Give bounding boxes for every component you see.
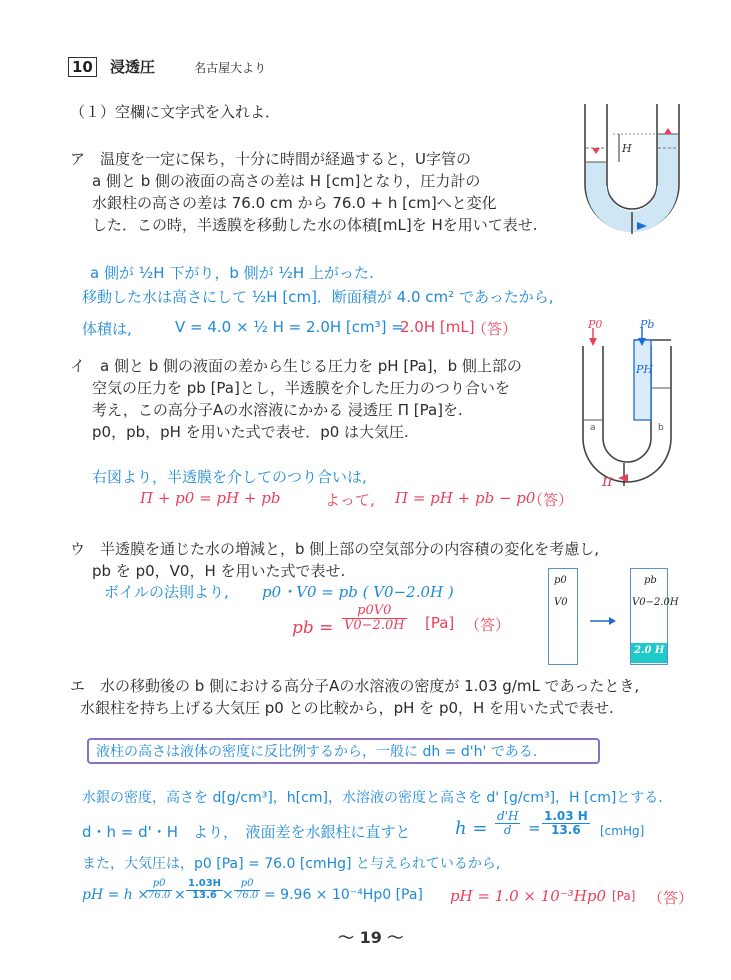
part-b-therefore: よって, [325,491,375,509]
part-d-equals: = [528,819,541,837]
part-d-answer1: 水銀の密度，高さを d[g/cm³]，h[cm]，水溶液の密度と高さを d' [g/cm³]，H [cm]とする. [82,790,663,806]
note-text: 液柱の高さは液体の密度に反比例するから，一般に dh = d'h' である. [96,744,538,760]
part-c-answer-mark: （答） [465,616,511,634]
part-b-line3: 考え，この高分子Aの水溶液にかかる 浸透圧 Π [Pa]を. [92,401,463,419]
part-b-line1: イ a 側と b 側の液面の差から生じる圧力を pH [Pa]，b 側上部の [70,357,522,375]
part-d-line2: 水銀柱を持ち上げる大気圧 p0 との比較から，pH を p0，H を用いた式で表せ. [80,699,614,717]
part-a-line4: した．この時，半透膜を移動した水の体積[mL]を Hを用いて表せ. [92,216,538,234]
figure2-p0-label: P0 [588,318,603,331]
part-c-numerator: p0V0 [342,604,407,619]
figure2-pb-label: Pb [640,318,655,331]
figure2-pi-label: π [602,471,613,490]
part-d-frac4-num: 1.03H [188,878,222,889]
part-d-answer2: d・h = d'・H より， 液面差を水銀柱に直すと [82,823,411,841]
volume-box-after-pb: pb [644,575,657,586]
part-d-times-2: × [222,887,234,903]
part-d-frac4 [186,879,223,901]
part-c-line2: pb を p0，V0，H を用いた式で表せ. [92,562,346,580]
volume-box-after-volume: V0−2.0H [632,597,679,608]
part-d-frac2-den: 13.6 [551,822,581,837]
part-c-answer1: ボイルの法則より, [104,583,229,601]
part-a-answer1: a 側が ½H 下がり，b 側が ½H 上がった. [90,264,374,282]
part-c-equation1: p0・V0 = pb ( V0−2.0H ) [262,583,454,601]
part-d-result: = 9.96 × 10⁻⁴Hp0 [Pa] [264,887,423,903]
part-d-frac3-den: 76.0 [148,889,171,901]
part-d-frac3 [146,879,172,901]
figure2-b-label: b [658,423,664,433]
part-b-line2: 空気の圧力を pb [Pa]とし，半透膜を介した圧力のつり合いを [92,379,510,397]
volume-box-after-fill-label: 2.0 H [634,645,665,656]
part-d-frac1-den: d [503,822,512,837]
part-a-line1: ア 温度を一定に保ち，十分に時間が経過すると，U字管の [70,150,471,168]
problem-number: 10 [68,57,97,77]
part-a-line2: a 側と b 側の液面の高さの差は H [cm]となり，圧力計の [92,172,481,190]
part-b-answer1: 右図より，半透膜を介してのつり合いは, [92,468,367,486]
figure1-h-label: H [622,142,632,155]
part-a-answer-mark: （答） [472,320,518,338]
part-d-fraction-2 [542,810,590,836]
part-d-final-unit: [Pa] [612,889,636,903]
part-d-line1: エ 水の移動後の b 側における高分子Aの水溶液の密度が 1.03 g/mL であったとき, [70,677,640,695]
part-d-frac1-num: d'H [497,809,519,823]
part-b-answer-mark: （答） [528,491,574,509]
problem-header [68,56,266,77]
u-tube-figure-1 [575,104,690,239]
part-b-equation1: Π + p0 = pH + pb [140,489,281,507]
part-d-frac5-den: 76.0 [236,889,259,901]
part-b-equation2: Π = pH + pb − p0 [395,489,536,507]
part-a-line3: 水銀柱の高さの差は 76.0 cm から 76.0 + h [cm]へと変化 [92,194,497,212]
problem-title: 浸透圧 [109,58,155,76]
part-a-answer3-result: 2.0H [mL] [400,318,475,336]
part-d-ph-lhs: pH = h × [82,887,149,903]
volume-box-before-p0: p0 [554,575,567,586]
problem-source: 名古屋大より [194,61,267,75]
part-d-times-1: × [174,887,186,903]
right-arrow-icon [590,616,616,626]
part-a-answer3-label: 体積は, [82,320,132,338]
part-c-fraction [342,604,407,632]
part-d-frac4-den: 13.6 [192,889,217,901]
part-d-frac5-num: p0 [234,879,260,891]
figure2-ph-label: PH [636,363,653,376]
part-d-final-mark: （答） [648,889,694,907]
part-c-lhs: pb = [292,618,334,638]
part-c-line1: ウ 半透膜を通じた水の増減と，b 側上部の空気部分の内容積の変化を考慮し, [70,540,600,558]
figure2-a-label: a [590,423,596,433]
question-1: （１）空欄に文字式を入れよ． [70,103,281,121]
part-a-answer3-expr: V = 4.0 × ½ H = 2.0H [cm³] = [175,318,404,336]
page-number: ～ 19 ～ [338,928,404,947]
part-d-cmhg: [cmHg] [600,824,645,838]
part-d-final-answer: pH = 1.0 × 10⁻³Hp0 [450,887,606,905]
part-c-denominator: V0−2.0H [344,617,405,633]
part-d-frac2-num: 1.03 H [544,809,588,823]
part-d-frac3-num: p0 [146,879,172,891]
part-b-line4: p0，pb，pH を用いた式で表せ．p0 は大気圧. [92,423,409,441]
u-tube-figure-2 [568,318,688,493]
part-c-unit: [Pa] [425,614,455,632]
part-d-fraction-1 [495,810,520,836]
part-d-frac5 [234,879,260,901]
part-d-answer3: また，大気圧は，p0 [Pa] = 76.0 [cmHg] と与えられているから, [82,856,501,872]
part-a-answer2: 移動した水は高さにして ½H [cm]．断面積が 4.0 cm² であったから, [82,288,554,306]
volume-box-before-v0: V0 [554,597,568,608]
part-d-h-lhs: h = [455,818,488,839]
